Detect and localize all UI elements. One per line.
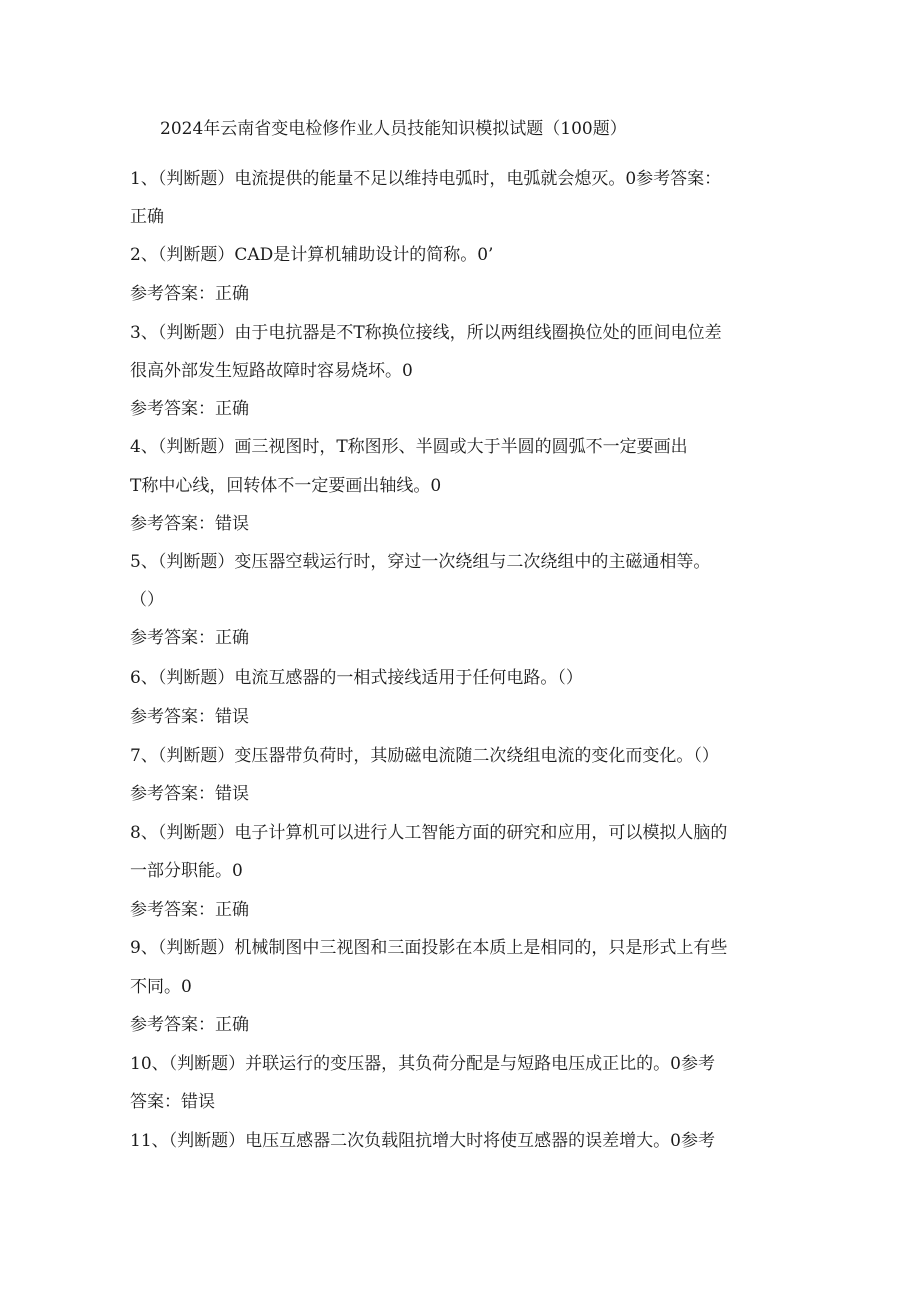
text-line: 参考答案：正确: [130, 1015, 249, 1035]
text-line: 参考答案：正确: [130, 900, 249, 920]
text-line: 正确: [130, 207, 164, 227]
text-line: 8、（判断题）电子计算机可以进行人工智能方面的研究和应用，可以模拟人脑的: [130, 823, 728, 843]
text-line: 2、（判断题）CAD是计算机辅助设计的简称。0’: [130, 245, 494, 265]
text-line: 3、（判断题）由于电抗器是不T称换位接线，所以两组线圈换位处的匝间电位差: [130, 323, 722, 343]
text-line: 5、（判断题）变压器空载运行时，穿过一次绕组与二次绕组中的主磁通相等。: [130, 552, 711, 572]
text-line: 9、（判断题）机械制图中三视图和三面投影在本质上是相同的，只是形式上有些: [130, 938, 728, 958]
text-line: 11、（判断题）电压互感器二次负载阻抗增大时将使互感器的误差增大。0参考: [130, 1131, 715, 1151]
text-line: 参考答案：错误: [130, 784, 249, 804]
text-line: 4、（判断题）画三视图时，T称图形、半圆或大于半圆的圆弧不一定要画出: [130, 437, 688, 457]
text-line: 参考答案：错误: [130, 514, 249, 534]
text-line: 一部分职能。0: [130, 861, 243, 881]
text-line: 1、（判断题）电流提供的能量不足以维持电弧时，电弧就会熄灭。0参考答案：: [130, 169, 722, 189]
text-line: 参考答案：错误: [130, 707, 249, 727]
text-line: 7、（判断题）变压器带负荷时，其励磁电流随二次绕组电流的变化而变化。（）: [130, 746, 719, 766]
document-title: 2024年云南省变电检修作业人员技能知识模拟试题（100题）: [160, 119, 627, 139]
text-line: T称中心线，回转体不一定要画出轴线。0: [130, 476, 442, 496]
text-line: （）: [130, 590, 164, 610]
text-line: 很高外部发生短路故障时容易烧坏。0: [130, 361, 413, 381]
text-line: 10、（判断题）并联运行的变压器，其负荷分配是与短路电压成正比的。0参考: [130, 1054, 715, 1074]
text-line: 答案：错误: [130, 1092, 215, 1112]
text-line: 参考答案：正确: [130, 284, 249, 304]
text-line: 不同。0: [130, 977, 192, 997]
text-line: 6、（判断题）电流互感器的一相式接线适用于任何电路。（）: [130, 668, 583, 688]
text-line: 参考答案：正确: [130, 628, 249, 648]
text-line: 参考答案：正确: [130, 399, 249, 419]
